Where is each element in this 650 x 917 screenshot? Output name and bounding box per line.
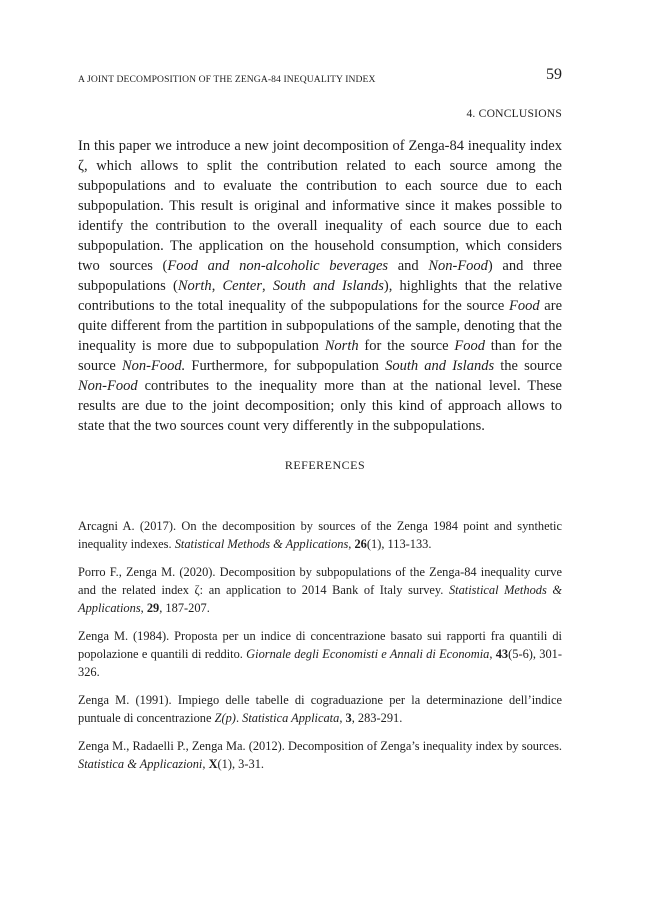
- ref-pages: (1), 113-133.: [366, 537, 432, 551]
- page-number: 59: [546, 66, 562, 83]
- text-run: and: [388, 258, 429, 274]
- ref-sep: ,: [348, 537, 355, 551]
- references-heading: REFERENCES: [284, 458, 366, 472]
- italic-term: North: [177, 278, 212, 294]
- text-run: In this paper we introduce a new joint decomposition of Zenga-84 inequality index ζ, which allows to split the contribution related to each source among the subpopulations and to evaluate the contribution to each source due to each subpopulation. This result is original and informative since it makes possible to identify the contribution to the overall inequality of each source due to each subpopulation. The application on the household consumption, which considers two sources (: [78, 138, 562, 274]
- italic-term: South and Islands: [272, 278, 384, 294]
- ref-sep: ,: [202, 757, 209, 771]
- text-run: are quite different from the partition in subpopulations of the sample, denoting that the inequality is more due to subpopulation: [78, 298, 563, 354]
- ref-pages: , 283-291.: [351, 711, 403, 725]
- reference-item: [78, 517, 562, 553]
- text-run: for the source: [358, 338, 455, 354]
- ref-volume: 26: [354, 537, 367, 551]
- reference-item: [78, 627, 562, 681]
- ref-sep: .: [235, 711, 243, 725]
- ref-authors-title: Zenga M., Radaelli P., Zenga Ma. (2012). Decomposition of Zenga’s inequality index by sources.: [78, 739, 562, 753]
- text-run: ,: [261, 278, 273, 294]
- ref-pages: , 187-207.: [159, 601, 210, 615]
- text-run: the source: [494, 358, 563, 374]
- italic-term: South and Islands: [385, 358, 495, 374]
- reference-item: [78, 737, 562, 773]
- ref-pages: (1), 3-31.: [217, 757, 264, 771]
- italic-term: North: [324, 338, 359, 354]
- text-run: ), highlights that the relative contributions to the total inequality of the subpopulations for the source: [78, 278, 563, 314]
- section-title: 4. CONCLUSIONS: [466, 107, 562, 120]
- ref-volume: X: [208, 757, 218, 771]
- reference-item: [78, 563, 562, 617]
- ref-authors-title: Zenga M. (1991). Impiego delle tabelle di cograduazione per la determinazione dell’indice puntuale di concentrazione: [78, 693, 562, 725]
- italic-term: Food and non-alcoholic beverages: [167, 258, 389, 274]
- ref-authors-title: Porro F., Zenga M. (2020). Decomposition by subpopulations of the Zenga-84 inequality curve and the related index ζ: an application to 2014 Bank of Italy survey.: [78, 565, 562, 597]
- text-run: ) and three subpopulations (: [78, 258, 562, 294]
- text-run: than for the source: [78, 338, 562, 374]
- italic-term: Non-Food.: [122, 358, 186, 374]
- ref-authors-title: Zenga M. (1984). Proposta per un indice di concentrazione basato sui rapporti fra quantili di popolazione e quantili di reddito.: [78, 629, 562, 661]
- text-run: contributes to the inequality more than at the national level. These results are due to the joint decomposition; only this kind of approach allows to state that the two sources count very differently in the subpopulations.: [78, 378, 562, 434]
- ref-pages: (5-6), 301-326.: [78, 647, 562, 679]
- italic-term: Non-Food: [78, 378, 138, 394]
- reference-item: [78, 691, 562, 727]
- conclusions-paragraph: [78, 136, 562, 436]
- italic-term: Food: [509, 298, 540, 314]
- ref-sep: ,: [489, 647, 496, 661]
- ref-sep: ,: [140, 601, 147, 615]
- ref-math: Z(p): [214, 711, 236, 725]
- text-run: Furthermore, for subpopulation: [185, 358, 386, 374]
- italic-term: Food: [454, 338, 485, 354]
- references-list: [78, 517, 562, 783]
- italic-term: Non-Food: [428, 258, 488, 274]
- ref-journal: Statistica & Applicazioni: [78, 757, 203, 771]
- ref-volume: 29: [146, 601, 160, 615]
- text-run: ,: [211, 278, 223, 294]
- ref-volume: 43: [495, 647, 509, 661]
- ref-journal: Giornale degli Economisti e Annali di Economia: [246, 647, 490, 661]
- running-head-title: A JOINT DECOMPOSITION OF THE ZENGA-84 INEQUALITY INDEX: [78, 74, 376, 85]
- italic-term: Center: [222, 278, 262, 294]
- ref-journal: Statistica Applicata: [242, 711, 340, 725]
- ref-authors-title: Arcagni A. (2017). On the decomposition by sources of the Zenga 1984 point and synthetic inequality indexes.: [78, 519, 562, 551]
- ref-journal: Statistical Methods & Applications: [78, 583, 562, 615]
- ref-journal: Statistical Methods & Applications: [174, 537, 349, 551]
- running-head: [78, 66, 564, 86]
- ref-sep: ,: [339, 711, 346, 725]
- ref-volume: 3: [345, 711, 352, 725]
